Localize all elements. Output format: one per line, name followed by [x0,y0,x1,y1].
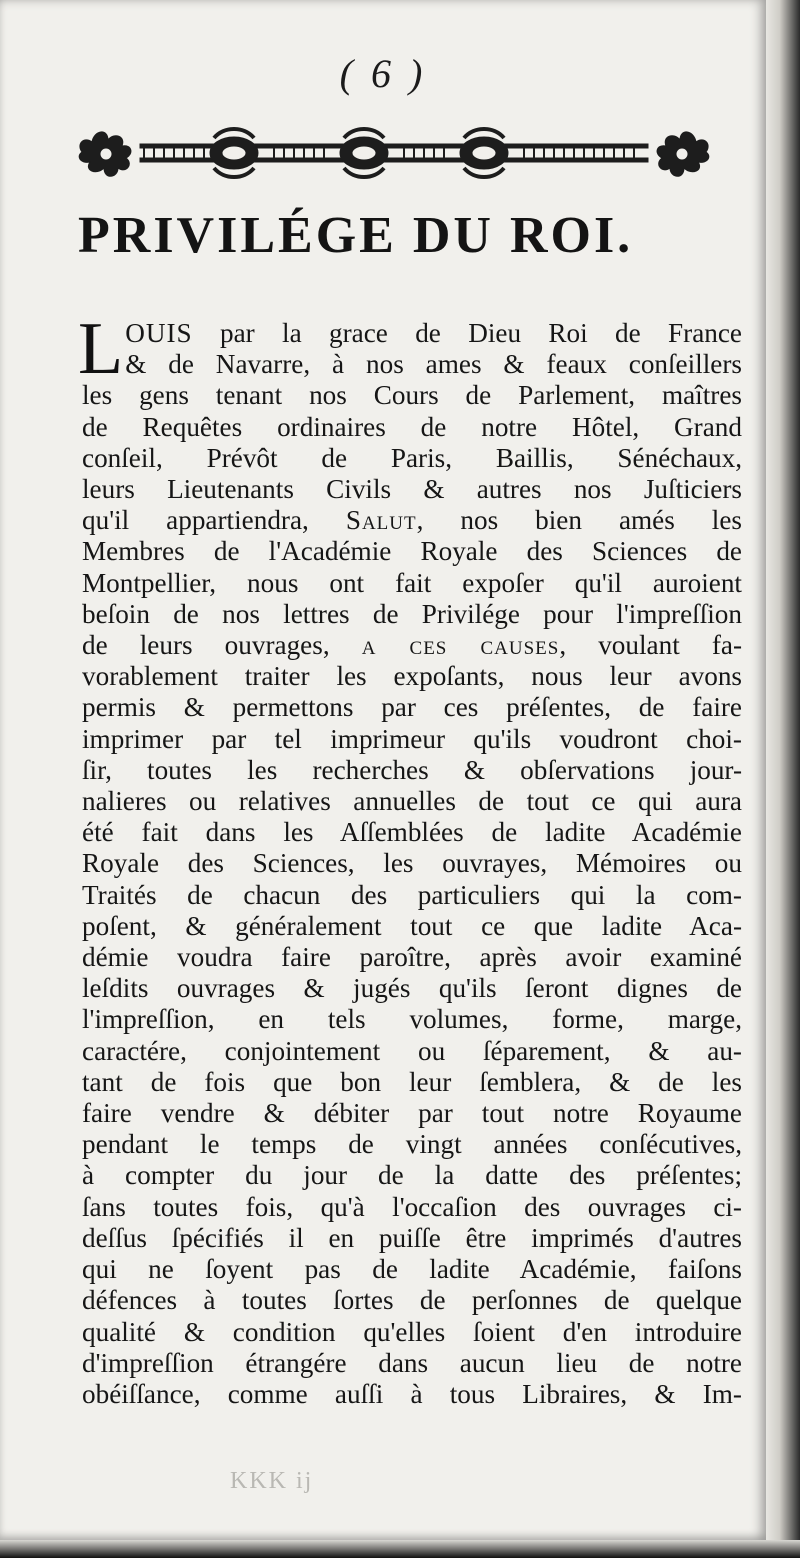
text-segment: de Requêtes ordinaires de notre Hôtel, Grand [82,411,742,442]
signature-mark: KKK ij [230,1468,314,1494]
privilege-text [78,308,743,1410]
text-line [82,817,742,848]
text-line [82,1348,742,1379]
text-line [82,1004,742,1035]
text-segment: défences à toutes ſortes de perſonnes de quelque [82,1285,742,1316]
text-line [82,443,742,474]
text-line [82,692,742,723]
text-line [82,1098,742,1129]
text-line [82,724,742,755]
text-segment: conſeil, Prévôt de Paris, Baillis, Sénéchaux, [82,442,742,473]
text-segment: , voulant fa- [559,630,743,661]
text-segment: faire vendre & débiter par tout notre Royaume [82,1098,742,1129]
text-line [82,349,742,380]
text-line [82,1067,742,1098]
text-line [82,1317,742,1348]
text-line [82,1036,742,1067]
text-line [82,1379,742,1410]
text-line [82,505,742,536]
text-segment: a ces causes [361,630,560,661]
text-segment: leſdits ouvrages & jugés qu'ils ſeront dignes de [82,973,742,1004]
text-segment: démie voudra faire paroître, après avoir examiné [82,942,742,973]
text-line [82,536,742,567]
text-segment: de leurs ouvrages, [82,630,362,661]
page-title: PRIVILÉGE DU ROI. [78,207,634,264]
page-edge [766,0,800,1558]
text-segment: été fait dans les Aſſemblées de ladite Académie [82,817,742,848]
text-segment: l'impreſſion, en tels volumes, forme, marge, [82,1004,742,1035]
text-segment: poſent, & généralement tout ce que ladite Aca- [82,910,742,941]
text-line [82,848,742,879]
text-segment: ſans toutes fois, qu'à l'occaſion des ouvrages ci- [82,1191,742,1222]
text-segment: qui ne ſoyent pas de ladite Académie, faiſons [82,1254,742,1285]
text-segment: OUIS [125,318,193,348]
page-bottom-edge [0,1540,800,1558]
text-segment: Montpellier, nous ont fait expoſer qu'il auroient [82,567,742,598]
text-line [82,1285,742,1316]
text-line [82,1192,742,1223]
text-segment: d'impreſſion étrangére dans aucun lieu de notre [82,1347,742,1378]
text-line [82,880,742,911]
text-line [82,911,742,942]
page-number: ( 6 ) [339,51,427,96]
text-segment: qualité & condition qu'elles ſoient d'en introduire [82,1316,742,1347]
text-line [82,412,742,443]
text-line [82,474,742,505]
text-line [82,755,742,786]
text-line [82,630,742,661]
text-line [82,786,742,817]
text-segment: pendant le temps de vingt années conſécutives, [82,1129,742,1160]
ornamental-headpiece [74,118,714,184]
text-line [82,661,742,692]
text-segment: nalieres ou relatives annuelles de tout ce qui aura [82,786,742,817]
text-segment: , nos bien amés les [416,505,742,536]
text-segment: leurs Lieutenants Civils & autres nos Juſticiers [82,474,742,505]
text-segment: Royale des Sciences, les ouvrayes, Mémoires ou [82,848,742,879]
text-line [82,568,742,599]
text-segment: ſir, toutes les recherches & obſervations jour- [82,754,742,785]
drop-cap: L [78,308,124,390]
text-segment: deſſus ſpécifiés il en puiſſe être imprimés d'autres [82,1222,742,1253]
text-segment: vorablement traiter les expoſants, nous leur avons [82,661,742,692]
text-segment: tant de fois que bon leur ſemblera, & de les [82,1066,742,1097]
text-segment: Traités de chacun des particuliers qui la com- [82,879,742,910]
text-segment: beſoin de nos lettres de Privilége pour l'impreſſion [82,598,742,629]
text-segment: Membres de l'Académie Royale des Sciences de [82,536,742,567]
text-line [82,1129,742,1160]
text-line [82,1160,742,1191]
text-segment: permis & permettons par ces préſentes, de faire [82,692,742,723]
text-segment: obéiſſance, comme auſſi à tous Libraires, & Im- [82,1378,742,1409]
text-segment: par la grace de Dieu Roi de France [192,318,742,348]
text-line [82,1223,742,1254]
text-segment: caractére, conjointement ou ſéparement, & au- [82,1035,742,1066]
text-segment: Salut [345,505,417,536]
text-segment: à compter du jour de la datte des préſentes; [82,1160,742,1191]
text-segment: les gens tenant nos Cours de Parlement, maîtres [82,380,742,411]
text-segment: & de Navarre, à nos ames & feaux conſeillers [125,349,742,380]
text-line [82,318,742,349]
text-segment: qu'il appartiendra, [82,505,346,536]
text-line [82,973,742,1004]
text-segment: imprimer par tel imprimeur qu'ils voudront choi- [82,723,742,754]
text-line [82,599,742,630]
text-line [82,942,742,973]
text-line [82,1254,742,1285]
text-line [82,380,742,411]
